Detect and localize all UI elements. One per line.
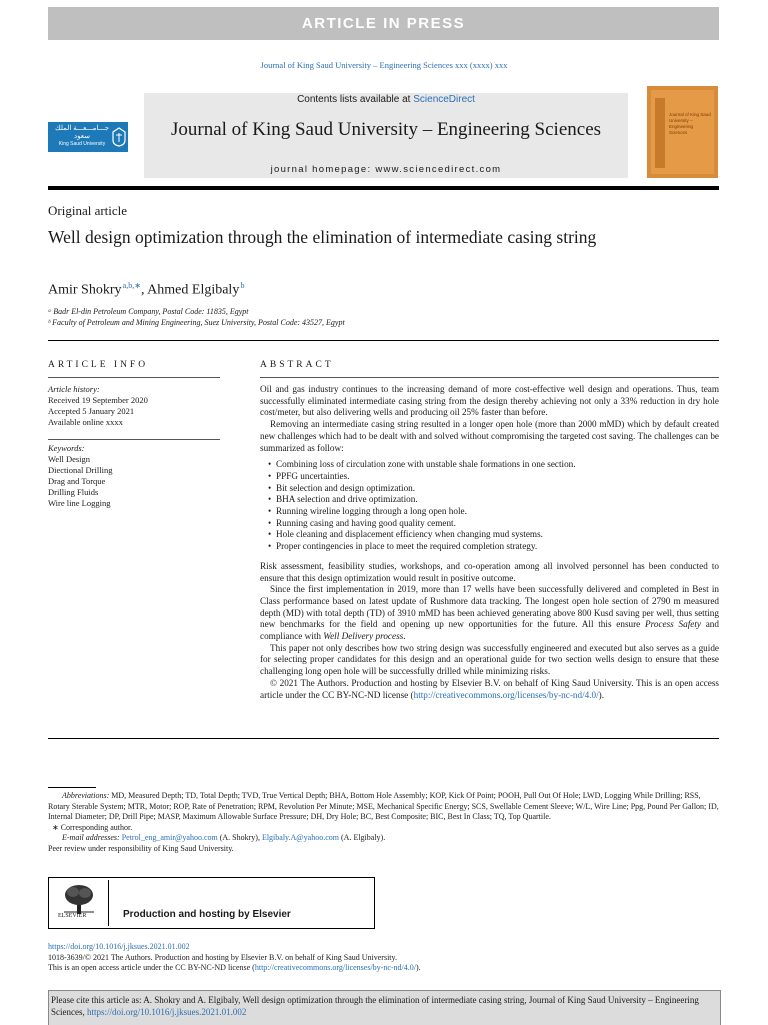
- citation-box: Please cite this article as: A. Shokry and A. Elgibaly, Well design optimization through the elimination of intermediate casing string, Journal of King Saud University – Engineering Sciences, https://doi.org/10.1016/j.jksues.2021.01.002: [48, 990, 721, 1025]
- divider: [48, 340, 719, 341]
- list-item: • Running wireline logging through a long open hole.: [270, 506, 719, 518]
- contents-line: Contents lists available at ScienceDirect: [297, 94, 475, 105]
- keyword: Drag and Torque: [48, 476, 106, 486]
- keywords: Keywords: Well Design Diectional Drilling Drag and Torque Drilling Fluids Wire line Logging: [48, 443, 220, 509]
- email-link[interactable]: Elgibaly.A@yahoo.com: [261, 833, 339, 842]
- abstract-heading: ABSTRACT: [260, 360, 334, 370]
- footnote-rule: [48, 787, 96, 788]
- journal-title: Journal of King Saud University – Engineering Sciences: [170, 119, 602, 140]
- production-hosting-label: Production and hosting by Elsevier: [123, 909, 291, 920]
- masthead-rule: [48, 186, 719, 190]
- ksu-emblem-icon: [112, 127, 126, 147]
- elsevier-box: [48, 877, 375, 929]
- keyword: Diectional Drilling: [48, 465, 113, 475]
- author-list: Amir Shokry $^{a,b,∗}$, Ahmed Elgibaly $^b$: [48, 281, 245, 298]
- journal-cover-image: Journal of King Saud University – Engineering Sciences: [647, 86, 718, 178]
- list-item: • Hole cleaning and displacement efficiency when changing mud systems.: [270, 529, 719, 541]
- sciencedirect-link[interactable]: ScienceDirect: [413, 94, 475, 105]
- divider: [108, 880, 109, 926]
- elsevier-tree-icon: [61, 882, 97, 916]
- list-item: • PPFG uncertainties.: [270, 471, 719, 483]
- abbreviations-footnote: Abbreviations: MD, Measured Depth; TD, Total Depth; TVD, True Vertical Depth; BHA, Bottom Hole Assembly; KOP, Kick Of Point; POOH, Pull Out Of Hole; LWD, Logging While Drilling; RSS, Rotary Sterable System; MTR, Motor; ROP, Rate of Penetration; RPM, Revolution Per Minute; MSE, Mechanical Specific Energy; SCS, Swellable Cement Sleeve; W/L, Wire Line; Ppg, Pound Per Gallon; ID, Internal Diameter; DP, Drill Pipe; MASP, Maximum Allowable Surface Pressure; DH, Dry Hole; BC, Best Composite; BIC, Best In Class; TQ, Top Quartile. ∗ Corresponding author. E-mail addresses: Petrol_eng_amir@yahoo.com (A. Shokry), Elgibaly.A@yahoo.com (A. Elgibaly). Peer review under responsibility of King Saud University.: [48, 791, 719, 853]
- author-affiliation-mark[interactable]: a,b,∗: [122, 281, 141, 290]
- challenge-list: [260, 459, 719, 553]
- article-title: Well design optimization through the elimination of intermediate casing string: [48, 227, 597, 247]
- author-affiliation-mark[interactable]: b: [240, 281, 245, 290]
- divider: [48, 738, 719, 739]
- list-item: • BHA selection and drive optimization.: [270, 494, 719, 506]
- journal-reference-link[interactable]: Journal of King Saud University – Engineering Sciences xxx (xxxx) xxx: [260, 60, 508, 70]
- divider: [48, 377, 220, 378]
- article-in-press-banner: ARTICLE IN PRESS: [48, 7, 719, 40]
- author-name[interactable]: Ahmed Elgibaly: [147, 282, 240, 298]
- article-history: Article history: Received 19 September 2020 Accepted 5 January 2021 Available online xxxx: [48, 384, 148, 427]
- email-link[interactable]: Petrol_eng_amir@yahoo.com: [121, 833, 218, 842]
- abstract-body: Oil and gas industry continues to the increasing demand of more cost-effective well design and operations. Thus, team successfully eliminated intermediate casing string from the design thereby achieving not only a 33% reduction in dry hole cost/meter, but also delivering wells and producing oil 25% faster than before. Removing an intermediate casing string resulted in a longer open hole (more than 2000 mMD) which by default created new challenges which had to be dealt with and solved without compromising the targeted cost saving. The challenges can be summarized as follow: • Combining loss of circulation zone with unstable shale formations in one section. • PPFG uncertainties. • Bit selection and design optimization. • BHA selection and drive optimization. • Running wireline logging through a long open hole. • Running casing and having good quality cement. • Hole cleaning and displacement efficiency when changing mud systems. • Proper contingencies in place to meet the required completion strategy. Risk assessment, feasibility studies, workshops, and co-operation among all involved personnel has been conducted to ensure that this design optimization would result in positive outcome. Since the first implementation in 2019, more than 17 wells have been successfully delivered and completed in Best in Class performance based on latest update of Rushmore data tracking. The longest open hole section of 2790 m measured depth (MD) with total depth (TD) of 3910 mMD has been achieved generating above 800 Kusd saving per well, thus setting new benchmarks for the field and opening up new opportunities for the future. All this ensure Process Safety and compliance with Well Delivery process. This paper not only describes how two string design was successfully engineered and executed but also serves as a guide for selecting proper candidates for this design and an operational guide for two section wells design to ensure that these challenging long open hole will be successfully drilled while minimizing risks. © 2021 The Authors. Production and hosting by Elsevier B.V. on behalf of King Saud University. This is an open access article under the CC BY-NC-ND license (http://creativecommons.org/licenses/by-nc-nd/4.0/).: [260, 384, 719, 701]
- keyword: Wire line Logging: [48, 498, 111, 508]
- list-item: • Proper contingencies in place to meet the required completion strategy.: [270, 541, 719, 553]
- list-item: • Bit selection and design optimization.: [270, 483, 719, 495]
- article-type: Original article: [48, 203, 128, 218]
- journal-homepage[interactable]: journal homepage: www.sciencedirect.com: [270, 164, 502, 175]
- doi-block: https://doi.org/10.1016/j.jksues.2021.01.002 1018-3639/© 2021 The Authors. Production and hosting by Elsevier B.V. on behalf of King Saud University. This is an open access article under the CC BY-NC-ND license (http://creativecommons.org/licenses/by-nc-nd/4.0/).: [48, 942, 719, 974]
- doi-link[interactable]: https://doi.org/10.1016/j.jksues.2021.01.002: [87, 1007, 247, 1017]
- doi-link[interactable]: https://doi.org/10.1016/j.jksues.2021.01.002: [48, 942, 190, 951]
- license-link[interactable]: http://creativecommons.org/licenses/by-nc-nd/4.0/: [413, 689, 599, 700]
- keyword: Drilling Fluids: [48, 487, 99, 497]
- keyword: Well Design: [48, 454, 91, 464]
- divider: [260, 377, 719, 378]
- list-item: • Combining loss of circulation zone with unstable shale formations in one section.: [270, 459, 719, 471]
- divider: [48, 439, 220, 440]
- list-item: • Running casing and having good quality cement.: [270, 518, 719, 530]
- article-info-heading: ARTICLE INFO: [48, 360, 149, 370]
- author-name[interactable]: Amir Shokry: [48, 282, 122, 298]
- affiliation: ᵃ Badr El-din Petroleum Company, Postal Code: 11835, Egypt: [48, 307, 249, 316]
- license-link[interactable]: http://creativecommons.org/licenses/by-nc-nd/4.0/: [254, 963, 416, 972]
- affiliation: ᵇ Faculty of Petroleum and Mining Engineering, Suez University, Postal Code: 43527, Egypt: [48, 318, 345, 327]
- elsevier-wordmark: ELSEVIER: [58, 913, 87, 919]
- ksu-logo: جـــامـــعـــة الملك سعود King Saud University: [48, 122, 128, 152]
